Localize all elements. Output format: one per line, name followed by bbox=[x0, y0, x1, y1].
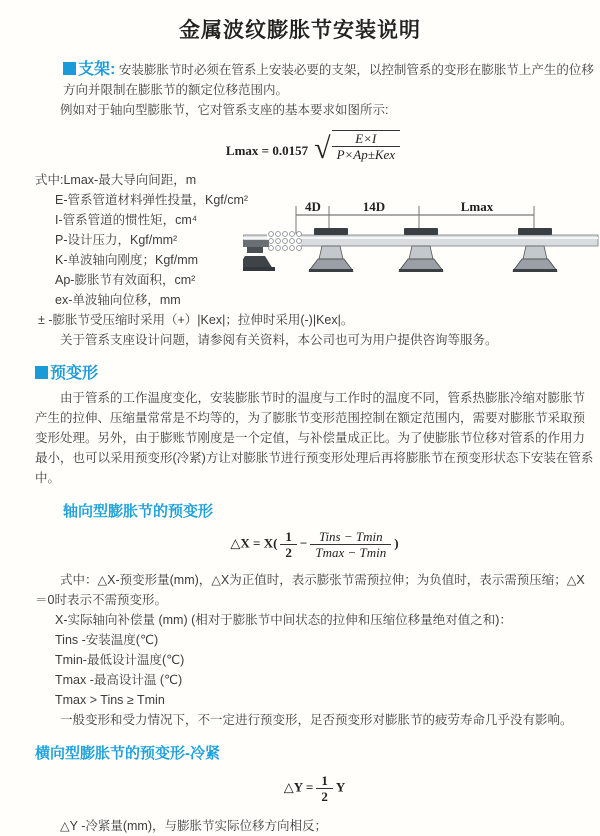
minus-sign: − bbox=[299, 535, 308, 551]
axial-note: Tins -安装温度(℃) bbox=[55, 633, 159, 647]
predeform-paragraph: 由于管系的工作温度变化，安装膨胀节时的温度与工作时的温度不同，管系热膨胀冷缩对膨胀节产生的拉伸、压缩量常常是不均等的，为了膨胀节变形范围控制在额定范围内，需要对膨胀节采取预变形处理。另外，由于膨账节刚度是一个定值，与补偿量成正比。为了使膨胀节位移对管系的作用力最小，也可以采用预变形(冷紧)方让对膨胀节进行预变形处理后再将膨胀节在预变形状态下安装在管系中。 bbox=[35, 391, 594, 485]
predeform-section-heading: 预变形 bbox=[50, 365, 99, 382]
deltay-rhs: Y bbox=[335, 779, 346, 795]
dimension-label-14d: 14D bbox=[362, 199, 386, 214]
axial-note: X-实际轴向补偿量 (mm) (相对于膨胀节中间状态的拉伸和压缩位移量绝对值之和)： bbox=[55, 613, 512, 627]
half-denominator: 2 bbox=[321, 789, 328, 804]
lmax-fraction-numerator: E×I bbox=[332, 131, 401, 147]
support-intro bbox=[63, 60, 594, 100]
deltay-lhs: △Y = bbox=[283, 779, 314, 795]
radical-sign-icon: √ bbox=[314, 132, 331, 165]
lmax-formula-lhs: Lmax = 0.0157 bbox=[225, 143, 309, 158]
deltax-lhs: △X = X( bbox=[230, 535, 278, 551]
lateral-note: △Y -冷紧量(mm)，与膨胀节实际位移方向相反； bbox=[60, 819, 328, 833]
temperature-fraction bbox=[310, 529, 391, 560]
content-area bbox=[0, 60, 600, 836]
definition-item: ex-单波轴向位移，mm bbox=[55, 293, 181, 307]
dimension-label-4d: 4D bbox=[305, 199, 321, 214]
axial-note: 式中：△X-预变形量(mm)，△X为正值时，表示膨张节需预拉伸；为负值时，表示需预压缩；△X＝0时表示不需预变形。 bbox=[35, 573, 585, 607]
axial-note: Tmax > Tins ≥ Tmin bbox=[55, 693, 165, 707]
page-title: 金属波纹膨胀节安装说明 bbox=[179, 19, 421, 42]
lmax-formula bbox=[35, 130, 594, 165]
definitions-and-diagram bbox=[35, 170, 594, 310]
lmax-fraction bbox=[332, 130, 401, 162]
pipe-support-diagram bbox=[243, 198, 600, 284]
lmax-fraction-denominator: P×Ap±Kex bbox=[336, 147, 396, 162]
section-bullet-icon bbox=[35, 366, 48, 379]
definition-item: Ap-膨胀节有效面积，cm² bbox=[55, 273, 196, 287]
sign-note: ± -膨胀节受压缩时采用（+）|Kex|；拉伸时采用(-)|Kex|。 bbox=[38, 313, 354, 327]
pipe-guide-support bbox=[309, 228, 353, 272]
definition-item: E-管系管道材料弹性投量，Kgf/cm² bbox=[55, 193, 249, 207]
predeform-heading-row bbox=[35, 364, 594, 384]
axial-note: Tmax -最高设计温 (℃) bbox=[55, 673, 183, 687]
deltay-formula bbox=[35, 773, 594, 804]
definition-item: I-管系管道的惯性矩，cm⁴ bbox=[55, 213, 198, 227]
support-intro-text: 安装膨胀节时必须在管系上安装必要的支架，以控制管系的变形在膨胀节上产生的位移方向并限制在膨胀节的额定位移范围内。 bbox=[63, 63, 594, 97]
right-paren: ) bbox=[394, 535, 399, 551]
temperature-denominator: Tmax − Tmin bbox=[315, 545, 387, 560]
service-note: 关于管系支座设计问题，请参阅有关资料，本公司也可为用户提供咨询等服务。 bbox=[60, 333, 498, 347]
dimension-label-lmax: Lmax bbox=[460, 199, 494, 214]
support-example-text: 例如对于轴向型膨胀节，它对管系支座的基本要求如图所示: bbox=[60, 103, 389, 117]
definition-item: K-单波轴向刚度；Kgf/mm bbox=[55, 253, 199, 267]
pipe-guide-support bbox=[513, 228, 557, 272]
square-root-expression bbox=[314, 130, 403, 165]
definition-item: 式中:Lmax-最大导向间距，m bbox=[35, 173, 197, 187]
half-fraction bbox=[316, 773, 333, 804]
axial-note: Tmin-最低设计温度(℃) bbox=[55, 653, 185, 667]
axial-subheading: 轴向型膨胀节的预变形 bbox=[63, 503, 214, 520]
support-section-heading: 支架: bbox=[78, 61, 116, 78]
half-denominator: 2 bbox=[285, 545, 292, 560]
axial-note: 一般变形和受力情况下，不一定进行预变形，足否预变形对膨胀节的疲劳寿命几乎没有影响。 bbox=[60, 713, 573, 727]
bellows-expansion-joint bbox=[267, 232, 301, 251]
half-fraction bbox=[280, 529, 297, 560]
pipe-guide-support bbox=[399, 228, 443, 272]
section-bullet-icon bbox=[63, 62, 76, 75]
temperature-numerator: Tins − Tmin bbox=[310, 529, 391, 545]
half-numerator: 1 bbox=[316, 773, 333, 789]
half-numerator: 1 bbox=[280, 529, 297, 545]
lateral-subheading: 横向型膨胀节的预变形-冷紧 bbox=[35, 745, 220, 762]
definition-item: P-设计压力，Kgf/mm² bbox=[55, 233, 178, 247]
deltax-formula bbox=[35, 529, 594, 560]
